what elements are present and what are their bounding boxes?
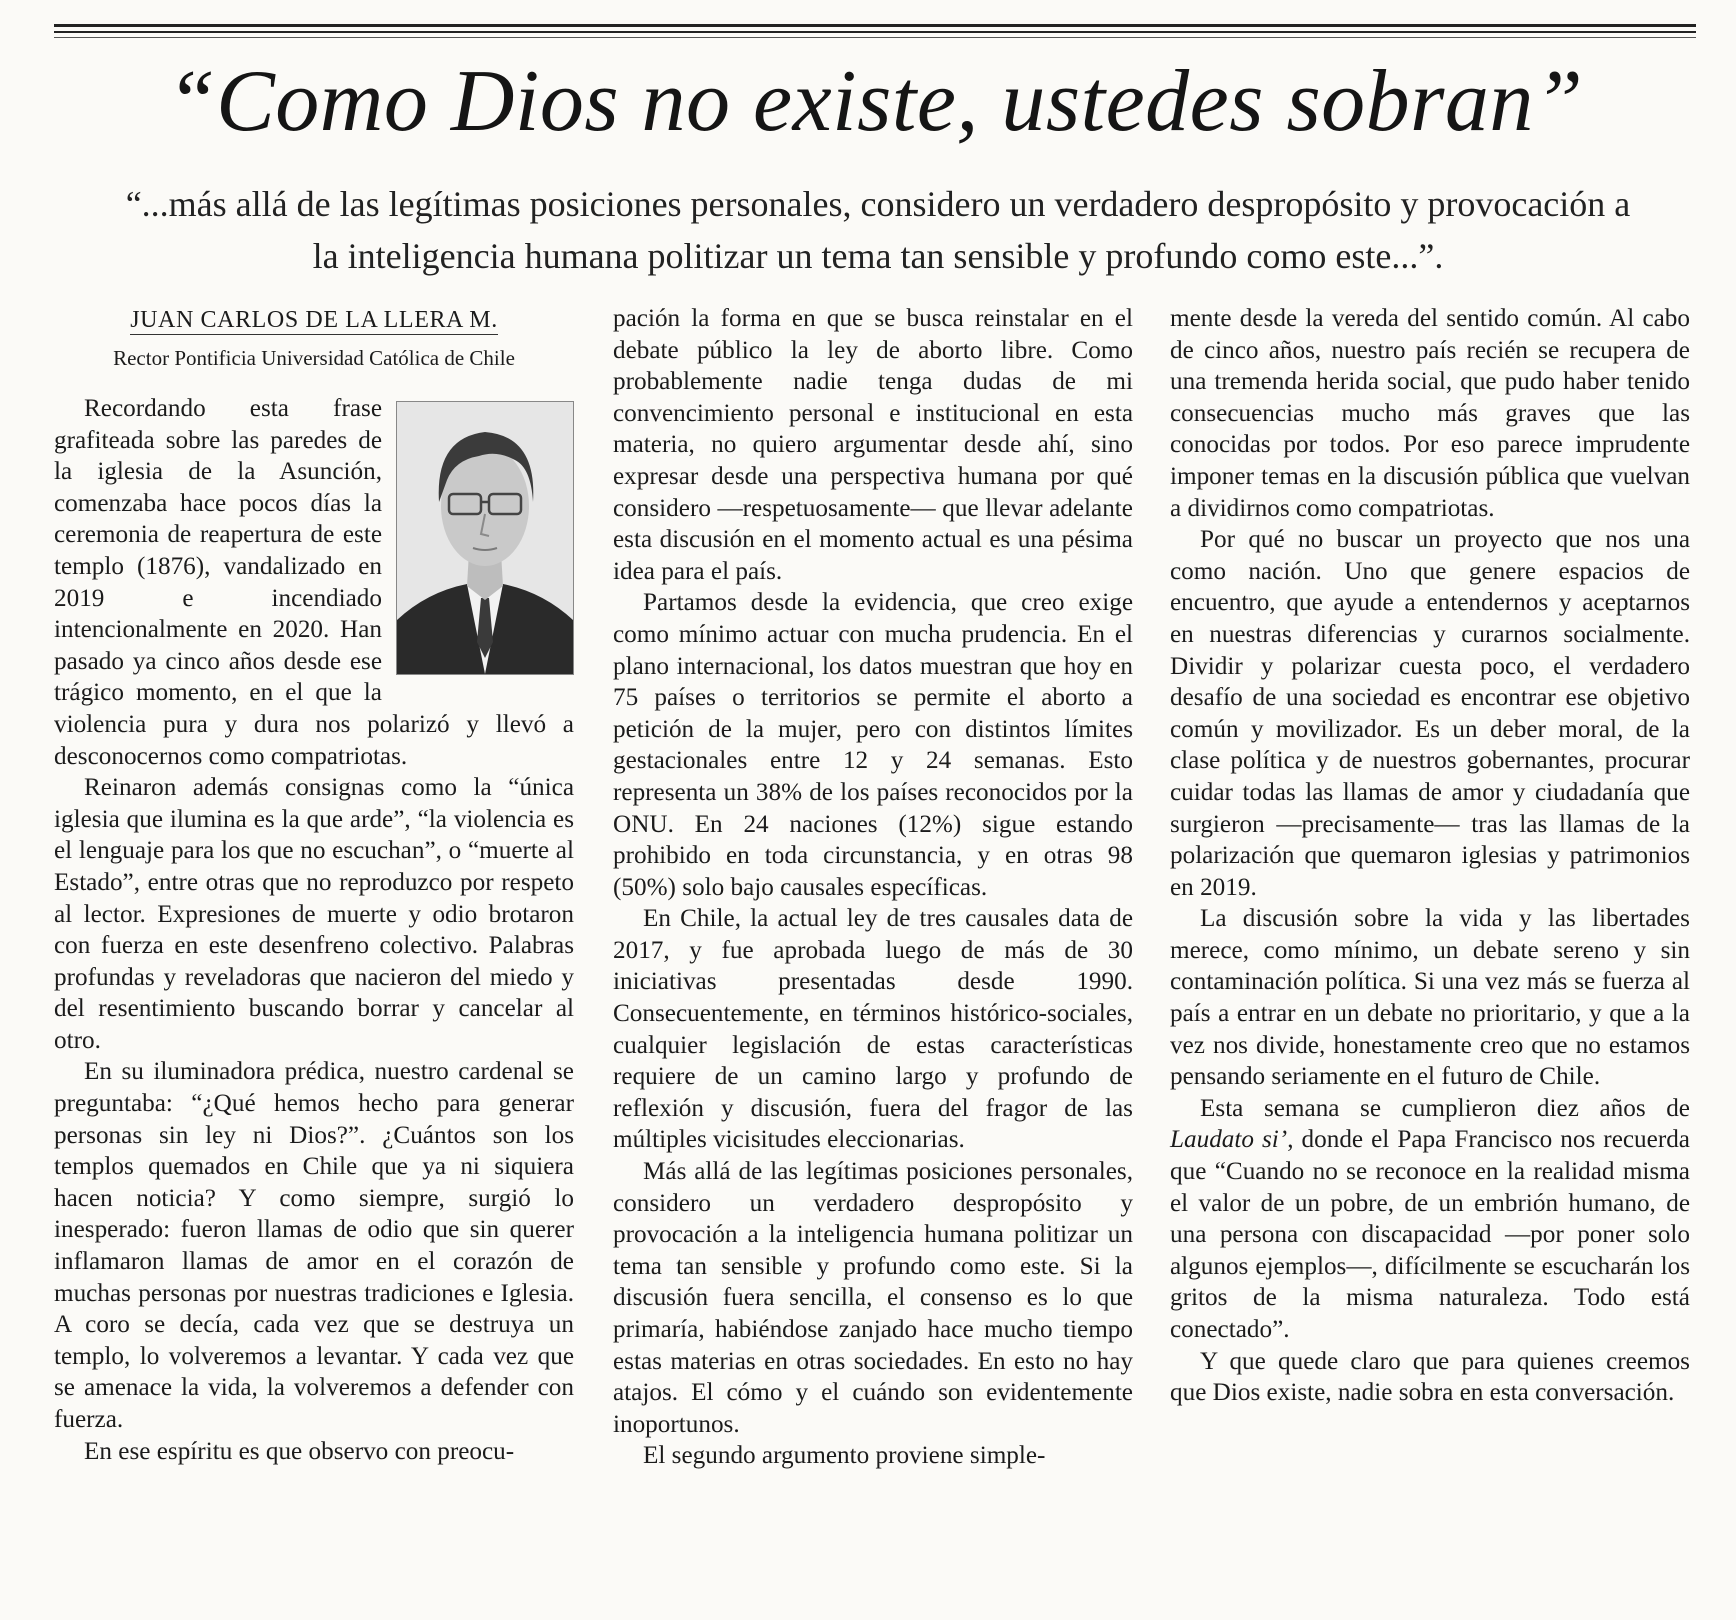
encyclical-title: Laudato si’	[1170, 1126, 1288, 1154]
rule-thin	[54, 37, 1696, 38]
paragraph: mente desde la vereda del sentido común. Al cabo de cinco años, nuestro país recién se recupera de una tremenda herida social, que pudo haber tenido consecuencias mucho más graves que las conocidas por todos. Por eso parece imprudente imponer temas en la discusión pública que vuelvan a dividirnos como compatriotas.	[1170, 305, 1690, 522]
paragraph: En ese espíritu es que observo con preocu-	[84, 1437, 515, 1465]
byline	[54, 305, 574, 335]
paragraph: Por qué no buscar un proyecto que nos una como nación. Uno que genere espacios de encuentro, que ayude a entendernos y aceptarnos en nuestras diferencias y curarnos socialmente. Dividir y polarizar cuesta poco, el verdadero desafío de una sociedad es encontrar ese objetivo común y movilizador. Es un deber moral, de la clase política y de nuestros gobernantes, procurar cuidar todas las llamas de amor y ciudadanía que surgieron —precisamente— tras las llamas de la polarización que quemaron iglesias y patrimonios en 2019.	[1170, 526, 1690, 901]
paragraph: Reinaron además consignas como la “única iglesia que ilumina es la que arde”, “la violencia es el lenguaje para los que no escuchan”, o “muerte al Estado”, entre otras que no reproduzco por respeto al lector. Expresiones de muerte y odio brotaron con fuerza en este desenfreno colectivo. Palabras profundas y reveladoras que nacieron del miedo y del resentimiento buscando borrar y cancelar al otro.	[54, 774, 574, 1054]
paragraph-text: , donde el Papa Francisco nos recuerda que “Cuando no se reconoce en la realidad misma el valor de un pobre, de un embrión humano, de una persona con discapacidad —por poner solo algunos ejemplos—, difícilmente se escucharán los gritos de la misma naturaleza. Todo está conectado”.	[1170, 1126, 1690, 1343]
paragraph: El segundo argumento proviene simple-	[643, 1442, 1046, 1470]
paragraph: pación la forma en que se busca reinstalar en el debate público la ley de aborto libre. Como probablemente nadie tenga dudas de mi convencimiento personal e institucional en esta materia, no quiero argumentar desde ahí, sino expresar desde una perspectiva humana por qué considero —respetuosamente— que llevar adelante esta discusión en el momento actual es una pésima idea para el país.	[613, 305, 1133, 585]
deck-quote: “...más allá de las legítimas posiciones personales, considero un verdadero despropósito y provocación a la inteligencia humana politizar un tema tan sensible y profundo como este...”.	[125, 184, 1631, 276]
column-3	[1170, 303, 1690, 1409]
author-photo	[396, 401, 574, 675]
rule-thick	[54, 24, 1696, 27]
author-portrait-icon	[397, 402, 573, 674]
top-rules	[54, 24, 1696, 38]
paragraph: En su iluminadora prédica, nuestro cardenal se preguntaba: “¿Qué hemos hecho para generar personas sin ley ni Dios?”. ¿Cuántos son los templos quemados en Chile que ya ni siquiera hacen noticia? Y como siempre, surgió lo inesperado: fueron llamas de odio que sin querer inflamaron llamas de amor en el corazón de muchas personas por nuestras tradiciones e Iglesia. A coro se decía, cada vez que se destruya un templo, lo volveremos a levantar. Y cada vez que se amenace la vida, la volveremos a defender con fuerza.	[54, 1058, 574, 1433]
paragraph: Y que quede claro que para quienes creemos que Dios existe, nadie sobra en esta conversación.	[1170, 1347, 1690, 1407]
paragraph: Recordando esta frase grafiteada sobre las paredes de la iglesia de la Asunción, comenzaba hace pocos días la ceremonia de reapertura de este templo (1876), vandalizado en 2019 e incendiado intencionalmente en 2020. Han pasado ya cinco años desde ese trágico momento, en el que la violencia pura y dura nos polarizó y llevó a desconocernos como compatriotas.	[54, 395, 574, 770]
paragraph-text: Esta semana se cumplieron diez años de	[1200, 1094, 1690, 1122]
author-name: JUAN CARLOS DE LA LLERA M.	[130, 307, 498, 333]
paragraph: La discusión sobre la vida y las libertades merece, como mínimo, un debate sereno y sin contaminación política. Si una vez más se fuerza al país a entrar en un debate no prioritario, y que a la vez nos divide, honestamente creo que no estamos pensando seriamente en el futuro de Chile.	[1170, 905, 1690, 1091]
column-2	[613, 303, 1133, 1472]
rule-medium	[54, 31, 1696, 33]
paragraph: Partamos desde la evidencia, que creo exige como mínimo actuar con mucha prudencia. En el plano internacional, los datos muestran que hoy en 75 países o territorios se permite el aborto a petición de la mujer, pero con distintos límites gestacionales entre 12 y 24 semanas. Esto representa un 38% de los países reconocidos por la ONU. En 24 naciones (12%) sigue estando prohibido en toda circunstancia, y en otras 98 (50%) solo bajo causales específicas.	[613, 589, 1133, 901]
paragraph: Más allá de las legítimas posiciones personales, considero un verdadero despropósito y provocación a la inteligencia humana politizar un tema tan sensible y profundo como este. Si la discusión fuera sencilla, el consenso es lo que primaría, habiéndose zanjado hace mucho tiempo estas materias en otras sociedades. En esto no hay atajos. El cómo y el cuándo son evidentemente inoportunos.	[613, 1158, 1133, 1438]
column-1	[54, 303, 574, 1467]
paragraph: En Chile, la actual ley de tres causales data de 2017, y fue aprobada luego de más de 30 iniciativas presentadas desde 1990. Consecuentemente, en términos histórico-sociales, cualquier legislación de estas características requiere de un camino largo y profundo de reflexión y discusión, fuera del fragor de las múltiples vicisitudes eleccionarias.	[613, 905, 1133, 1154]
headline: “Como Dios no existe, ustedes sobran”	[166, 53, 1584, 150]
paragraph	[1170, 1093, 1690, 1346]
author-role: Rector Pontificia Universidad Católica de Chile	[113, 346, 515, 370]
